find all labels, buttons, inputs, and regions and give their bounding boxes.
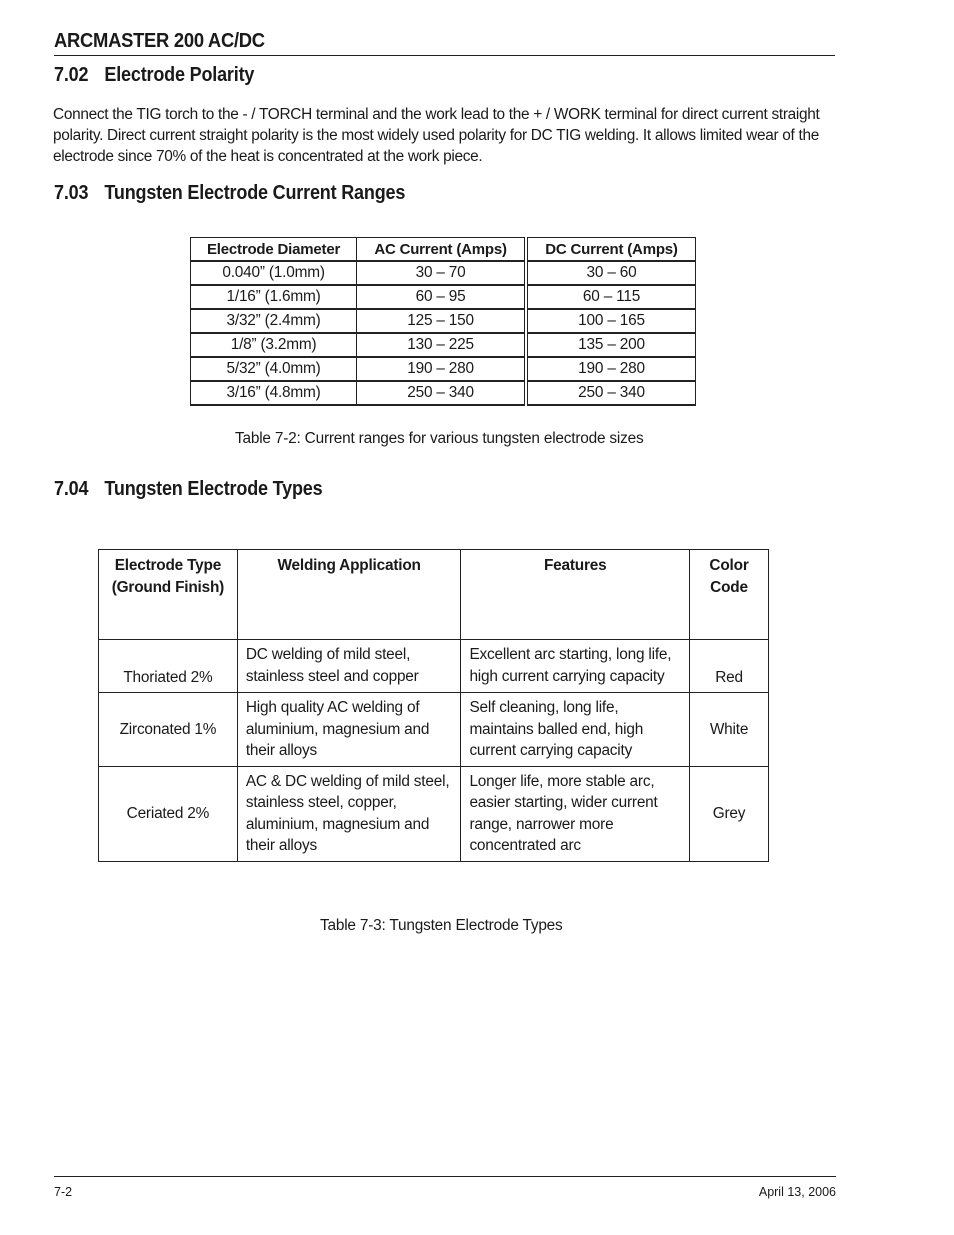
table-cell: AC & DC welding of mild steel, stainless steel, copper, aluminium, magnesium and their alloys bbox=[237, 766, 461, 861]
section-number: 7.04 bbox=[54, 478, 89, 500]
publication-date: April 13, 2006 bbox=[758, 1185, 836, 1199]
table-cell: Excellent arc starting, long life, high current carrying capacity bbox=[461, 640, 690, 693]
table-row bbox=[99, 693, 769, 767]
table-cell: 135 – 200 bbox=[526, 333, 695, 357]
table-row bbox=[191, 261, 696, 285]
table-row bbox=[99, 766, 769, 861]
document-title: ARCMASTER 200 AC/DC bbox=[54, 30, 265, 52]
table-row bbox=[191, 285, 696, 309]
column-header: DC Current (Amps) bbox=[526, 238, 695, 262]
section-number: 7.02 bbox=[54, 64, 89, 86]
table-cell: 60 – 95 bbox=[357, 285, 526, 309]
table-cell: Longer life, more stable arc, easier starting, wider current range, narrower more concentrated arc bbox=[461, 766, 690, 861]
table-cell: 1/16” (1.6mm) bbox=[191, 285, 357, 309]
table-row bbox=[191, 309, 696, 333]
table-cell: Zirconated 1% bbox=[99, 693, 238, 767]
page-number: 7-2 bbox=[54, 1185, 73, 1199]
table-cell: Ceriated 2% bbox=[99, 766, 238, 861]
column-header: Color Code bbox=[690, 550, 769, 640]
section-title: Tungsten Electrode Current Ranges bbox=[104, 182, 406, 204]
table-cell: 250 – 340 bbox=[526, 381, 695, 405]
table-cell: High quality AC welding of aluminium, magnesium and their alloys bbox=[237, 693, 461, 767]
page-footer bbox=[54, 1176, 836, 1199]
table-cell: 125 – 150 bbox=[357, 309, 526, 333]
table-row bbox=[191, 357, 696, 381]
table-cell: 190 – 280 bbox=[357, 357, 526, 381]
table-caption: Table 7-3: Tungsten Electrode Types bbox=[320, 917, 563, 934]
table-cell: Thoriated 2% bbox=[99, 640, 238, 693]
table-header-row bbox=[191, 238, 696, 262]
column-header: AC Current (Amps) bbox=[357, 238, 526, 262]
table-cell: 250 – 340 bbox=[357, 381, 526, 405]
electrode-types-table bbox=[98, 549, 769, 862]
table-cell: 3/16” (4.8mm) bbox=[191, 381, 357, 405]
section-heading-7-04 bbox=[54, 478, 322, 501]
table-cell: 100 – 165 bbox=[526, 309, 695, 333]
section-heading-7-02 bbox=[54, 64, 254, 87]
section-title: Tungsten Electrode Types bbox=[104, 478, 323, 500]
current-ranges-table bbox=[190, 237, 696, 406]
table-cell: 0.040” (1.0mm) bbox=[191, 261, 357, 285]
section-title: Electrode Polarity bbox=[104, 64, 255, 86]
table-cell: 30 – 70 bbox=[357, 261, 526, 285]
table-cell: Grey bbox=[690, 766, 769, 861]
table-cell: DC welding of mild steel, stainless steel and copper bbox=[237, 640, 461, 693]
table-cell: 5/32” (4.0mm) bbox=[191, 357, 357, 381]
table-cell: 30 – 60 bbox=[526, 261, 695, 285]
column-header: Electrode Type (Ground Finish) bbox=[99, 550, 238, 640]
table-cell: Red bbox=[690, 640, 769, 693]
table-cell: 130 – 225 bbox=[357, 333, 526, 357]
table-cell: 3/32” (2.4mm) bbox=[191, 309, 357, 333]
table-row bbox=[191, 333, 696, 357]
page-header bbox=[54, 30, 835, 56]
table-caption: Table 7-2: Current ranges for various tungsten electrode sizes bbox=[235, 430, 644, 447]
polarity-paragraph: Connect the TIG torch to the - / TORCH terminal and the work lead to the + / WORK terminal for direct current straight polarity. Direct current straight polarity is the most widely used polarity for DC TIG welding. It allows limited wear of the electrode since 70% of the heat is concentrated at the work piece. bbox=[53, 106, 820, 165]
table-header-row bbox=[99, 550, 769, 640]
section-heading-7-03 bbox=[54, 182, 405, 205]
table-cell: White bbox=[690, 693, 769, 767]
table-cell: 60 – 115 bbox=[526, 285, 695, 309]
table-row bbox=[99, 640, 769, 693]
table-cell: 1/8” (3.2mm) bbox=[191, 333, 357, 357]
column-header: Welding Application bbox=[237, 550, 461, 640]
table-cell: 190 – 280 bbox=[526, 357, 695, 381]
section-number: 7.03 bbox=[54, 182, 89, 204]
table-row bbox=[191, 381, 696, 405]
column-header: Electrode Diameter bbox=[191, 238, 357, 262]
column-header: Features bbox=[461, 550, 690, 640]
table-cell: Self cleaning, long life, maintains balled end, high current carrying capacity bbox=[461, 693, 690, 767]
